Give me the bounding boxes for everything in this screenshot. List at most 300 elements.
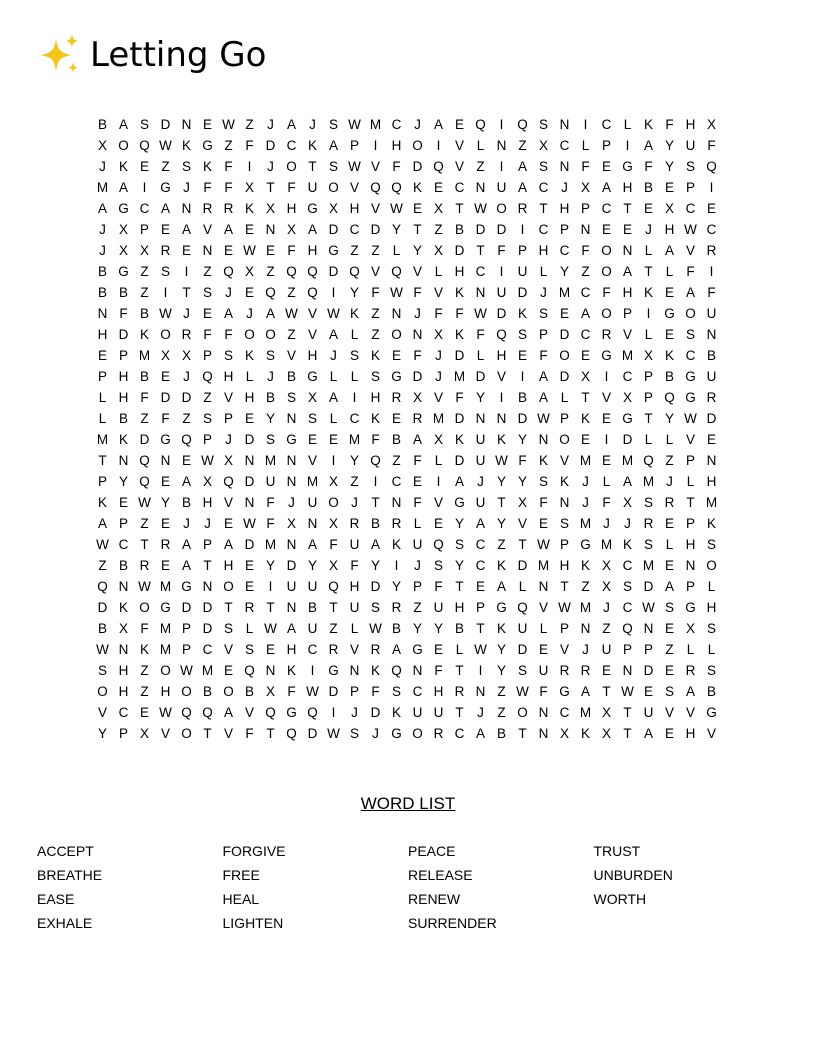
grid-letter: S [538,159,548,174]
grid-letter: Q [139,453,150,468]
grid-letter: E [433,180,443,195]
grid-letter: P [181,621,191,636]
grid-letter: R [580,663,591,678]
grid-letter: H [97,327,108,342]
grid-letter: U [643,705,654,720]
grid-letter: E [475,579,485,594]
grid-letter: U [685,138,696,153]
grid-letter: W [243,516,256,531]
grid-letter: H [559,558,570,573]
grid-letter: I [583,117,588,132]
word-list-item: FREE [222,867,260,883]
grid-letter: P [97,369,107,384]
grid-letter: U [433,705,444,720]
grid-letter: E [244,285,254,300]
grid-letter: X [601,705,611,720]
grid-letter: Y [454,558,464,573]
grid-letter: N [706,453,717,468]
grid-row [92,135,722,156]
grid-letter: U [706,306,717,321]
grid-row [92,261,722,282]
grid-letter: F [203,180,212,195]
grid-letter: A [97,201,107,216]
grid-letter: W [474,306,487,321]
grid-letter: D [370,579,381,594]
grid-letter: K [622,537,632,552]
grid-letter: I [478,663,483,678]
grid-letter: X [664,201,674,216]
grid-letter: F [497,243,506,258]
grid-letter: Q [307,285,318,300]
grid-letter: S [223,348,233,363]
grid-letter: P [349,684,359,699]
grid-letter: K [580,726,590,741]
grid-letter: S [454,537,464,552]
grid-letter: N [286,474,297,489]
grid-letter: N [118,642,129,657]
grid-letter: G [286,432,297,447]
grid-letter: A [118,180,128,195]
grid-letter: C [349,222,360,237]
grid-letter: M [96,180,109,195]
grid-letter: P [517,243,527,258]
grid-letter: U [307,621,318,636]
grid-letter: H [391,138,402,153]
grid-letter: Q [181,432,192,447]
grid-letter: K [580,558,590,573]
grid-letter: S [433,558,443,573]
grid-letter: Z [287,285,296,300]
grid-letter: K [643,117,653,132]
grid-letter: D [370,222,381,237]
grid-letter: N [181,201,192,216]
grid-letter: J [204,516,211,531]
grid-letter: Y [454,516,464,531]
grid-letter: O [265,327,276,342]
grid-letter: Y [412,243,422,258]
sparkle-small-bottom [68,62,78,73]
grid-letter: D [412,369,423,384]
grid-letter: Y [391,579,401,594]
grid-letter: W [285,306,298,321]
grid-letter: T [602,684,611,699]
grid-letter: K [580,411,590,426]
grid-letter: L [413,516,422,531]
grid-letter: G [496,600,507,615]
grid-letter: K [118,159,128,174]
page-title [36,30,266,80]
grid-letter: P [139,222,149,237]
grid-letter: V [223,726,233,741]
grid-letter: E [601,411,611,426]
grid-letter: U [706,369,717,384]
grid-letter: T [266,180,275,195]
grid-letter: V [412,264,422,279]
grid-letter: D [328,222,339,237]
grid-letter: J [351,495,358,510]
grid-letter: O [286,159,297,174]
grid-letter: A [580,684,590,699]
grid-letter: A [328,138,338,153]
grid-letter: Z [350,243,359,258]
grid-letter: F [245,138,254,153]
grid-letter: U [412,537,423,552]
grid-letter: E [538,516,548,531]
grid-letter: C [118,537,129,552]
grid-letter: T [686,495,695,510]
grid-letter: I [709,180,714,195]
grid-letter: C [559,705,570,720]
grid-letter: X [433,432,443,447]
grid-letter: J [582,474,589,489]
grid-letter: F [434,579,443,594]
grid-letter: Z [581,264,590,279]
grid-letter: F [707,285,716,300]
grid-letter: E [454,117,464,132]
grid-row [92,576,722,597]
grid-letter: G [160,600,171,615]
grid-letter: A [97,516,107,531]
grid-letter: H [307,243,318,258]
grid-letter: W [558,600,571,615]
grid-letter: Y [412,621,422,636]
grid-letter: Z [140,663,149,678]
grid-letter: T [560,579,569,594]
grid-letter: F [266,495,275,510]
grid-letter: P [559,411,569,426]
grid-letter: O [139,600,150,615]
grid-letter: V [454,159,464,174]
grid-letter: G [622,159,633,174]
grid-letter: E [664,285,674,300]
grid-letter: F [476,327,485,342]
grid-letter: F [140,621,149,636]
grid-letter: C [580,327,591,342]
grid-letter: V [97,705,107,720]
grid-letter: I [436,138,441,153]
grid-letter: T [455,579,464,594]
grid-letter: J [603,600,610,615]
grid-letter: Z [581,579,590,594]
grid-letter: Z [350,474,359,489]
grid-letter: T [497,495,506,510]
grid-letter: H [706,474,717,489]
grid-letter: Q [307,264,318,279]
grid-letter: P [118,516,128,531]
grid-letter: P [685,516,695,531]
grid-letter: F [413,453,422,468]
grid-letter: Q [286,726,297,741]
grid-letter: W [684,411,697,426]
grid-letter: H [286,642,297,657]
grid-letter: Y [496,474,506,489]
grid-letter: P [685,180,695,195]
grid-letter: W [243,243,256,258]
grid-letter: V [622,327,632,342]
grid-letter: P [685,579,695,594]
grid-letter: N [181,117,192,132]
grid-letter: Q [391,180,402,195]
grid-letter: O [223,684,234,699]
grid-letter: E [265,642,275,657]
grid-letter: E [643,201,653,216]
grid-letter: F [371,432,380,447]
grid-letter: A [601,180,611,195]
grid-letter: W [264,621,277,636]
grid-letter: K [139,642,149,657]
grid-letter: U [307,579,318,594]
grid-letter: C [706,222,717,237]
grid-letter: A [664,579,674,594]
grid-letter: U [496,285,507,300]
grid-letter: P [685,453,695,468]
grid-letter: C [475,537,486,552]
grid-letter: S [706,663,716,678]
grid-letter: J [645,222,652,237]
grid-letter: J [603,516,610,531]
grid-letter: B [307,600,317,615]
grid-letter: Y [496,663,506,678]
grid-letter: J [183,369,190,384]
grid-letter: E [160,558,170,573]
grid-letter: F [245,726,254,741]
grid-letter: X [328,516,338,531]
grid-letter: W [327,306,340,321]
word-list [37,840,797,936]
grid-letter: Y [307,558,317,573]
grid-letter: C [685,348,696,363]
grid-letter: L [602,474,611,489]
grid-letter: A [685,285,695,300]
grid-letter: F [686,264,695,279]
grid-letter: U [538,663,549,678]
grid-letter: E [601,663,611,678]
grid-letter: C [601,201,612,216]
grid-letter: A [391,642,401,657]
grid-letter: J [183,180,190,195]
grid-letter: W [537,411,550,426]
grid-letter: F [413,495,422,510]
grid-letter: B [97,264,107,279]
grid-letter: L [644,243,653,258]
grid-letter: J [246,306,253,321]
grid-letter: X [601,726,611,741]
grid-letter: P [97,474,107,489]
grid-letter: P [202,537,212,552]
grid-letter: O [223,579,234,594]
grid-letter: M [369,117,382,132]
grid-letter: L [623,117,632,132]
grid-letter: E [601,453,611,468]
grid-letter: P [601,138,611,153]
grid-letter: F [539,348,548,363]
grid-letter: V [370,201,380,216]
grid-letter: W [474,642,487,657]
grid-letter: X [685,621,695,636]
grid-letter: J [330,348,337,363]
grid-letter: T [455,663,464,678]
word-list-item: HEAL [222,891,260,907]
grid-letter: R [391,390,402,405]
grid-letter: I [499,264,504,279]
grid-letter: E [559,306,569,321]
grid-letter: V [223,495,233,510]
grid-letter: E [202,117,212,132]
grid-letter: B [139,306,149,321]
grid-letter: F [539,684,548,699]
grid-letter: N [475,180,486,195]
grid-letter: Q [370,453,381,468]
grid-letter: M [264,453,277,468]
grid-letter: C [622,369,633,384]
grid-letter: B [202,684,212,699]
grid-letter: W [201,453,214,468]
grid-letter: Y [496,516,506,531]
grid-letter: T [371,495,380,510]
grid-letter: O [391,327,402,342]
grid-letter: D [517,642,528,657]
grid-letter: Z [140,285,149,300]
grid-letter: C [454,180,465,195]
grid-letter: Q [664,390,675,405]
grid-letter: N [265,222,276,237]
grid-letter: J [267,369,274,384]
grid-letter: X [265,201,275,216]
grid-letter: M [159,642,172,657]
grid-letter: N [622,663,633,678]
grid-letter: E [244,222,254,237]
grid-letter: B [643,180,653,195]
grid-letter: U [349,537,360,552]
grid-letter: S [664,600,674,615]
grid-letter: D [118,327,129,342]
word-list-item: SURRENDER [408,915,497,931]
grid-letter: F [434,306,443,321]
grid-row [92,450,722,471]
grid-letter: U [496,180,507,195]
grid-letter: C [685,201,696,216]
grid-letter: H [685,726,696,741]
grid-letter: N [538,705,549,720]
grid-letter: H [118,663,129,678]
grid-letter: I [247,159,252,174]
grid-letter: U [307,495,318,510]
grid-letter: B [265,390,275,405]
grid-letter: N [685,558,696,573]
grid-letter: Y [349,453,359,468]
grid-letter: J [435,369,442,384]
grid-letter: E [622,222,632,237]
grid-letter: N [580,621,591,636]
grid-letter: S [685,327,695,342]
grid-letter: V [286,348,296,363]
grid-row [92,681,722,702]
grid-letter: W [96,537,109,552]
grid-letter: P [643,390,653,405]
word-list-item: RENEW [408,891,461,907]
grid-letter: A [580,306,590,321]
grid-letter: T [203,726,212,741]
grid-letter: Z [224,138,233,153]
grid-letter: I [373,474,378,489]
grid-letter: A [328,390,338,405]
grid-letter: M [579,600,592,615]
grid-letter: J [99,243,106,258]
grid-letter: O [181,684,192,699]
grid-letter: D [97,600,108,615]
grid-letter: O [412,726,423,741]
grid-letter: D [244,474,255,489]
grid-letter: K [370,411,380,426]
grid-letter: G [454,495,465,510]
grid-letter: P [202,348,212,363]
grid-letter: G [160,180,171,195]
grid-letter: X [433,243,443,258]
grid-letter: U [475,432,486,447]
grid-letter: Y [664,159,674,174]
grid-letter: M [306,474,319,489]
grid-letter: L [350,621,359,636]
grid-letter: Q [265,705,276,720]
grid-letter: E [664,516,674,531]
grid-letter: Z [329,621,338,636]
grid-letter: J [477,474,484,489]
grid-letter: K [391,705,401,720]
grid-letter: R [349,516,360,531]
grid-letter: A [223,537,233,552]
grid-letter: I [352,390,357,405]
grid-letter: B [181,495,191,510]
grid-letter: C [349,411,360,426]
grid-letter: M [621,348,634,363]
grid-letter: J [288,495,295,510]
grid-letter: F [287,180,296,195]
grid-letter: S [139,117,149,132]
grid-letter: N [538,726,549,741]
grid-letter: J [540,285,547,300]
grid-letter: G [412,642,423,657]
word-list-item: ACCEPT [37,843,94,859]
grid-letter: A [538,369,548,384]
grid-letter: X [118,621,128,636]
grid-letter: J [372,726,379,741]
grid-letter: E [244,411,254,426]
grid-letter: K [244,201,254,216]
grid-letter: B [97,621,107,636]
grid-letter: V [685,432,695,447]
word-list-column [37,840,223,936]
grid-letter: F [224,159,233,174]
grid-letter: J [477,705,484,720]
grid-letter: Q [643,453,654,468]
grid-letter: A [643,138,653,153]
grid-letter: L [707,642,716,657]
grid-letter: I [394,558,399,573]
grid-letter: F [434,663,443,678]
grid-letter: A [181,474,191,489]
grid-letter: B [286,369,296,384]
grid-row [92,555,722,576]
grid-letter: Z [413,600,422,615]
grid-letter: A [223,222,233,237]
grid-letter: E [433,516,443,531]
grid-letter: X [286,516,296,531]
grid-letter: R [643,516,654,531]
grid-letter: D [160,117,171,132]
grid-letter: A [265,306,275,321]
grid-letter: B [97,117,107,132]
grid-letter: F [224,327,233,342]
